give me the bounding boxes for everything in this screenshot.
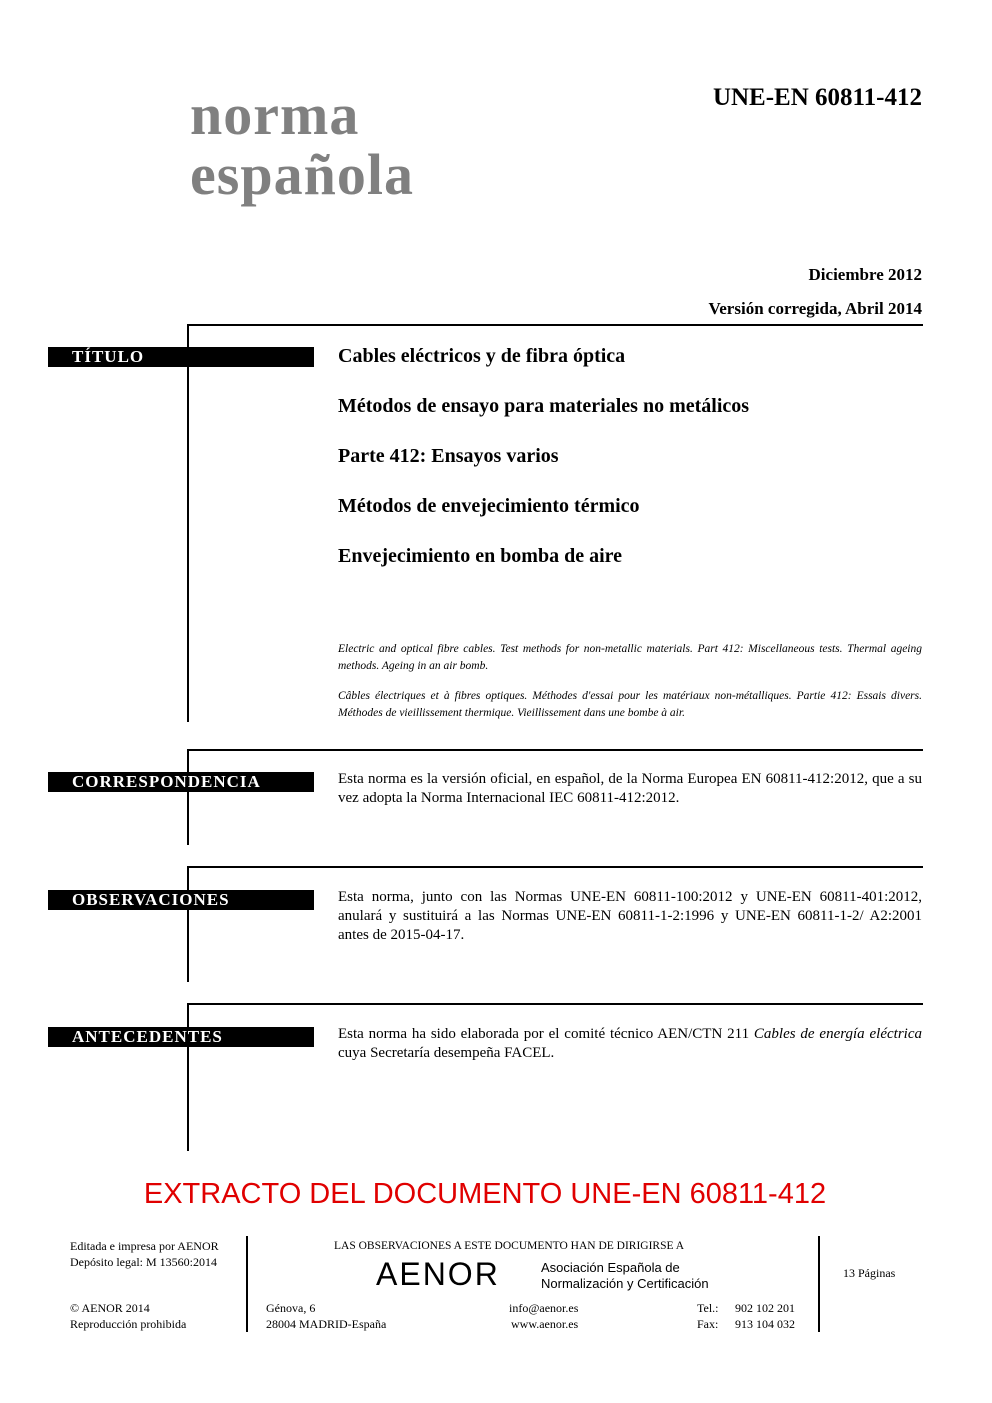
title-english: Electric and optical fibre cables. Test methods for non-metallic materials. Part 412: Miscellaneous tests. Thermal ageing methods. Ageing in an air bomb. (338, 643, 922, 672)
footer-tel: 902 102 201 (735, 1301, 795, 1315)
footer-fax: 913 104 032 (735, 1317, 795, 1331)
section-rule-observaciones (187, 866, 923, 868)
correspondencia-text: Esta norma es la versión oficial, en español, de la Norma Europea EN 60811-412:2012, que a su vez adopta la Norma Internacional IEC 60811-412:2012. (338, 771, 922, 806)
footer-copyright: © AENOR 2014 (70, 1301, 150, 1315)
corrected-version: Versión corregida, Abril 2014 (708, 299, 922, 318)
footer-divider-left (246, 1236, 248, 1332)
footer-web[interactable]: www.aenor.es (511, 1317, 579, 1331)
footer-deposit: Depósito legal: M 13560:2014 (70, 1255, 217, 1269)
section-rule-correspondencia (187, 749, 923, 751)
footer-tel-label: Tel.: (697, 1301, 719, 1315)
aenor-logo: AENOR (376, 1256, 500, 1292)
antecedentes-text-end: cuya Secretaría desempeña FACEL. (338, 1045, 555, 1061)
footer-address-2: 28004 MADRID-España (266, 1317, 387, 1331)
title-line-3: Parte 412: Ensayos varios (338, 445, 559, 467)
aenor-org-name (541, 1260, 709, 1292)
footer-address-1: Génova, 6 (266, 1301, 316, 1315)
label-titulo: TÍTULO (48, 347, 314, 367)
footer-email[interactable]: info@aenor.es (509, 1301, 579, 1315)
footer-reproduction: Reproducción prohibida (70, 1317, 187, 1331)
label-correspondencia: CORRESPONDENCIA (48, 772, 314, 792)
footer-page-count: 13 Páginas (843, 1266, 896, 1280)
committee-name: Cables de energía eléctrica (753, 1026, 922, 1042)
standard-code: UNE-EN 60811-412 (712, 84, 922, 111)
observaciones-text: Esta norma, junto con las Normas UNE-EN 60811-100:2012 y UNE-EN 60811-401:2012, anulará y sustituirá a las Normas UNE-EN 60811-1-2:1996 y UNE-EN 60811-1-2/ A2:2001 antes de 2015-04-17. (338, 889, 922, 943)
footer-observations-heading: LAS OBSERVACIONES A ESTE DOCUMENTO HAN DE DIRIGIRSE A (334, 1240, 685, 1252)
aenor-org-line-2: Normalización y Certificación (541, 1276, 709, 1291)
footer-fax-label: Fax: (697, 1317, 719, 1331)
extract-notice: EXTRACTO DEL DOCUMENTO UNE-EN 60811-412 (143, 1178, 827, 1210)
aenor-org-line-1: Asociación Española de (541, 1260, 680, 1275)
section-vline-titulo (187, 324, 189, 722)
brand-norma: norma (190, 82, 360, 147)
title-line-5: Envejecimiento en bomba de aire (338, 545, 623, 567)
footer-edited: Editada e impresa por AENOR (70, 1239, 219, 1253)
title-french: Câbles électriques et à fibres optiques. Méthodes d'essai pour les matériaux non-métalliques. Partie 412: Essais divers. Méthodes de vieillissement thermique. Vieillissement dans une bombe à air. (338, 690, 922, 719)
section-rule-titulo (187, 324, 923, 326)
brand-espanola: española (190, 142, 414, 207)
publication-date: Diciembre 2012 (808, 265, 922, 284)
label-observaciones: OBSERVACIONES (48, 890, 314, 910)
section-vline-antecedentes (187, 1003, 189, 1151)
section-vline-observaciones (187, 866, 189, 982)
title-line-1: Cables eléctricos y de fibra óptica (338, 345, 626, 367)
footer-divider-right (818, 1236, 820, 1332)
section-vline-correspondencia (187, 749, 189, 845)
title-line-2: Métodos de ensayo para materiales no metálicos (338, 395, 750, 417)
section-rule-antecedentes (187, 1003, 923, 1005)
title-line-4: Métodos de envejecimiento térmico (338, 495, 640, 517)
antecedentes-text (338, 1025, 922, 1063)
label-antecedentes: ANTECEDENTES (48, 1027, 314, 1047)
antecedentes-text-start: Esta norma ha sido elaborada por el comité técnico AEN/CTN 211 (338, 1026, 754, 1042)
